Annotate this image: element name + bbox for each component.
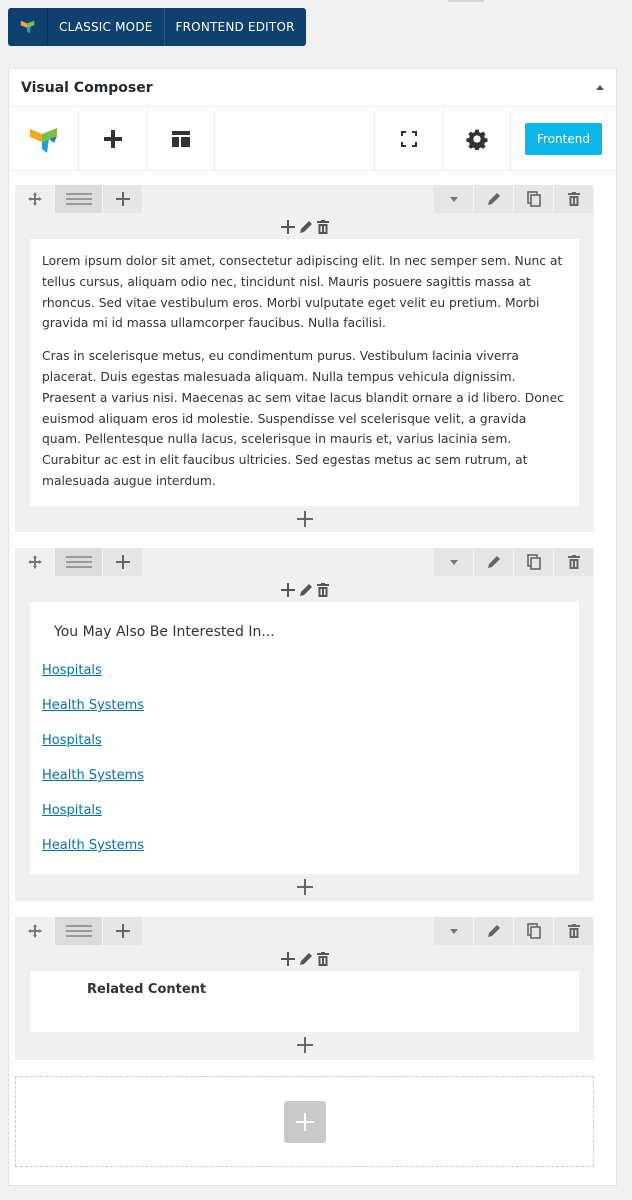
row-2	[15, 548, 594, 901]
row-3	[15, 917, 594, 1060]
link-health-systems[interactable]: Health Systems	[42, 768, 145, 783]
trash-icon[interactable]	[317, 952, 329, 966]
chevron-down-icon[interactable]	[434, 185, 474, 213]
clone-icon[interactable]	[514, 917, 554, 945]
clone-icon[interactable]	[514, 185, 554, 213]
row-layout-icon[interactable]	[55, 185, 103, 213]
row-1	[15, 185, 594, 532]
templates-button[interactable]	[147, 107, 215, 171]
add-column-icon[interactable]	[103, 185, 143, 213]
collapse-toggle-icon[interactable]	[596, 85, 604, 90]
row-controls	[15, 548, 594, 577]
chevron-down-icon[interactable]	[434, 917, 474, 945]
add-element-button[interactable]	[15, 874, 594, 900]
panel-header	[9, 69, 616, 107]
plus-icon[interactable]	[281, 952, 295, 966]
paragraph: Lorem ipsum dolor sit amet, consectetur adipiscing elit. In nec semper sem. Nunc at tellus cursus, aliquam odio nec, tincidunt nisl. Mauris posuere sagittis massa at rhoncus. Sed vitae vestibulum eros. Morbi vulputate eget velit eu pretium. Morbi gravida mi id massa ullamcorper faucibus. Nulla facilisi.	[42, 254, 563, 331]
editor-mode-bar	[8, 8, 306, 46]
pencil-icon[interactable]	[474, 185, 514, 213]
plus-icon[interactable]	[281, 220, 295, 234]
plus-icon	[297, 879, 313, 895]
vc-toolbar	[9, 107, 616, 171]
add-column-icon[interactable]	[103, 548, 143, 576]
chevron-down-icon[interactable]	[434, 548, 474, 576]
add-row-zone[interactable]	[15, 1076, 594, 1167]
vc-logo-button[interactable]	[9, 107, 79, 171]
fullscreen-icon	[401, 131, 417, 147]
link-health-systems[interactable]: Health Systems	[42, 698, 145, 713]
section-heading: Related Content	[87, 982, 207, 997]
text-block[interactable]	[30, 239, 579, 506]
pencil-icon[interactable]	[299, 952, 313, 966]
row-controls	[15, 917, 594, 946]
move-icon[interactable]	[15, 917, 55, 945]
clone-icon[interactable]	[514, 548, 554, 576]
plus-icon	[295, 1112, 315, 1132]
pencil-icon[interactable]	[474, 548, 514, 576]
trash-icon[interactable]	[554, 917, 594, 945]
paragraph: Cras in scelerisque metus, eu condimentum purus. Vestibulum lacinia viverra placerat. Duis egestas malesuada aliquam. Nulla tempus vehicula dignissim. Praesent a varius nisi. Maecenas ac sem vitae lacus blandit ornare a id libero. Donec euismod aliquam eros id molestie. Suspendisse vel scelerisque velit, a gravida quam. Pellentesque nulla lacus, scelerisque in mauris et, varius lacinia sem. Curabitur ac est in elit faucibus ultricies. Sed egestas metus ac sem rutrum, at malesuada augue interdum.	[42, 349, 564, 488]
add-row-button[interactable]	[284, 1101, 326, 1143]
add-element-button[interactable]	[15, 1032, 594, 1058]
pencil-icon[interactable]	[474, 917, 514, 945]
link-hospitals[interactable]: Hospitals	[42, 733, 102, 748]
plus-icon	[297, 1037, 313, 1053]
frontend-button-wrap	[511, 107, 616, 170]
row-layout-icon[interactable]	[55, 917, 103, 945]
toolbar-spacer	[215, 107, 375, 170]
add-element-button[interactable]	[15, 506, 594, 532]
column-controls	[15, 577, 594, 602]
related-links-block[interactable]	[30, 602, 579, 874]
vc-logo-icon	[27, 122, 61, 156]
top-divider-stub	[448, 0, 484, 2]
column-controls	[15, 946, 594, 971]
column-controls	[15, 214, 594, 239]
plus-icon[interactable]	[281, 583, 295, 597]
link-hospitals[interactable]: Hospitals	[42, 663, 102, 678]
frontend-editor-button[interactable]: FRONTEND EDITOR	[164, 8, 306, 46]
row-controls	[15, 185, 594, 214]
related-content-block[interactable]	[30, 971, 579, 1032]
pencil-icon[interactable]	[299, 583, 313, 597]
plus-icon	[103, 129, 123, 149]
vc-logo-icon[interactable]	[8, 8, 48, 46]
trash-icon[interactable]	[317, 583, 329, 597]
trash-icon[interactable]	[554, 185, 594, 213]
plus-icon	[297, 511, 313, 527]
settings-button[interactable]	[443, 107, 511, 171]
move-icon[interactable]	[15, 548, 55, 576]
fullscreen-button[interactable]	[375, 107, 443, 171]
layout-icon	[171, 129, 191, 149]
add-element-button[interactable]	[79, 107, 147, 171]
add-column-icon[interactable]	[103, 917, 143, 945]
frontend-button[interactable]: Frontend	[525, 123, 602, 155]
gear-icon	[466, 128, 488, 150]
row-layout-icon[interactable]	[55, 548, 103, 576]
move-icon[interactable]	[15, 185, 55, 213]
section-heading: You May Also Be Interested In...	[54, 624, 275, 640]
pencil-icon[interactable]	[299, 220, 313, 234]
link-health-systems[interactable]: Health Systems	[42, 838, 145, 853]
panel-title: Visual Composer	[21, 79, 153, 96]
trash-icon[interactable]	[317, 220, 329, 234]
trash-icon[interactable]	[554, 548, 594, 576]
link-list	[30, 640, 579, 881]
classic-mode-button[interactable]: CLASSIC MODE	[59, 20, 153, 34]
link-hospitals[interactable]: Hospitals	[42, 803, 102, 818]
